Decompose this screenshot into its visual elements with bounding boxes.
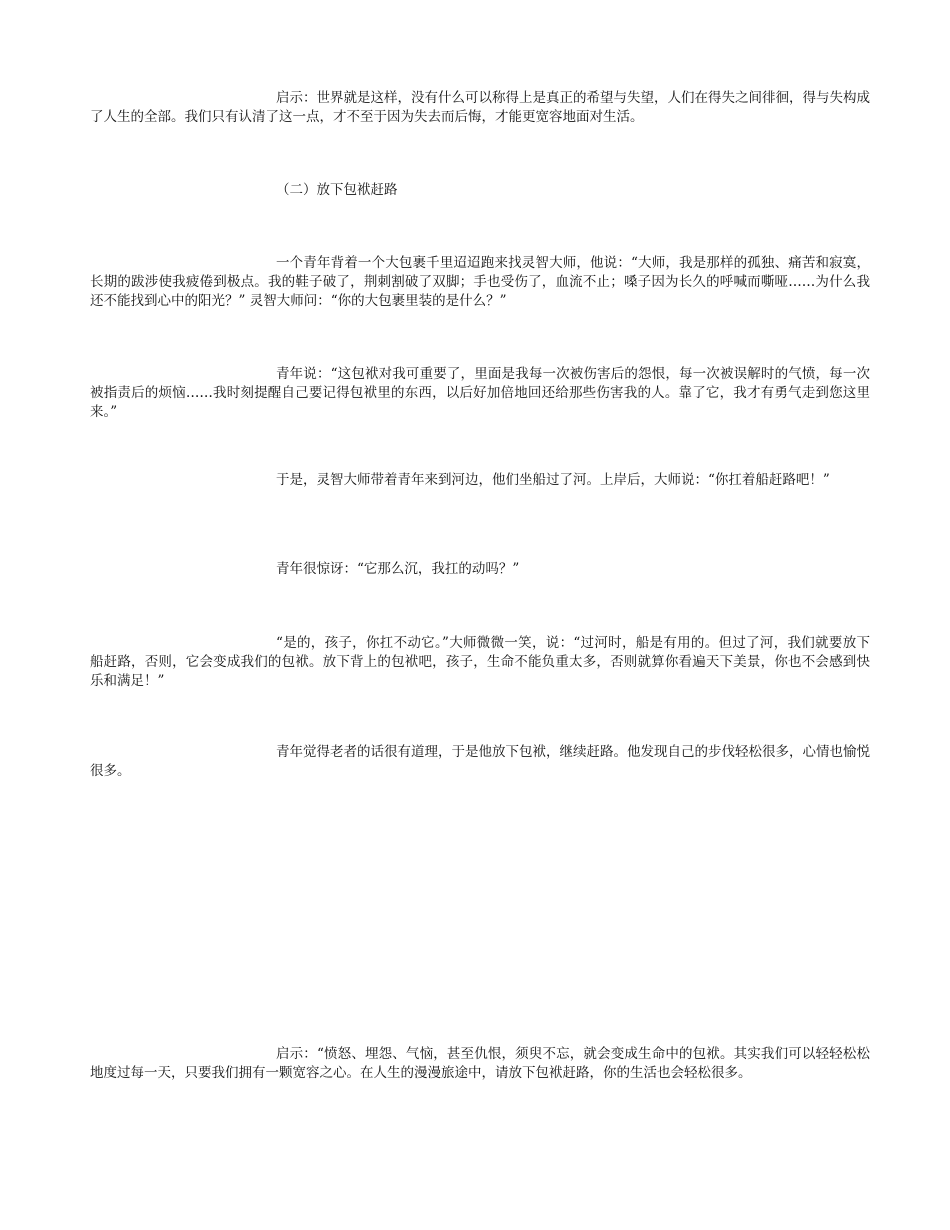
paragraph-story-1: 一个青年背着一个大包裹千里迢迢跑来找灵智大师，他说：“大师，我是那样的孤独、痛苦和寂寞，长期的跋涉使我疲倦到极点。我的鞋子破了，荆刺割破了双脚；手也受伤了，血流不止；嗓子因为长久的呼喊而嘶哑……为什么我还不能找到心中的阳光？” 灵智大师问：“你的大包裹里装的是什么？” xyxy=(90,255,870,309)
section-heading: （二）放下包袱赶路 xyxy=(276,182,398,198)
paragraph-insight-1: 启示：世界就是这样，没有什么可以称得上是真正的希望与失望，人们在得失之间徘徊，得与失构成了人生的全部。我们只有认清了这一点，才不至于因为失去而后悔，才能更宽容地面对生活。 xyxy=(90,90,870,125)
paragraph-story-3: 于是，灵智大师带着青年来到河边，他们坐船过了河。上岸后，大师说：“你扛着船赶路吧！” xyxy=(276,472,830,488)
paragraph-insight-2: 启示：“愤怒、埋怨、气恼，甚至仇恨，须臾不忘，就会变成生命中的包袱。其实我们可以轻轻松松地度过每一天，只要我们拥有一颗宽容之心。在人生的漫漫旅途中，请放下包袱赶路，你的生活也会轻松很多。 xyxy=(90,1046,870,1081)
paragraph-story-5: “是的，孩子，你扛不动它。”大师微微一笑，说：“过河时，船是有用的。但过了河，我们就要放下船赶路，否则，它会变成我们的包袱。放下背上的包袱吧，孩子，生命不能负重太多，否则就算你看遍天下美景，你也不会感到快乐和满足！” xyxy=(90,635,870,689)
paragraph-story-6: 青年觉得老者的话很有道理，于是他放下包袱，继续赶路。他发现自己的步伐轻松很多，心情也愉悦很多。 xyxy=(90,744,870,779)
paragraph-story-2: 青年说：“这包袱对我可重要了，里面是我每一次被伤害后的怨恨，每一次被误解时的气愤，每一次被指责后的烦恼……我时刻提醒自己要记得包袱里的东西，以后好加倍地回还给那些伤害我的人。靠了它，我才有勇气走到您这里来。” xyxy=(90,366,870,420)
paragraph-story-4: 青年很惊讶：“它那么沉，我扛的动吗？” xyxy=(276,561,520,577)
